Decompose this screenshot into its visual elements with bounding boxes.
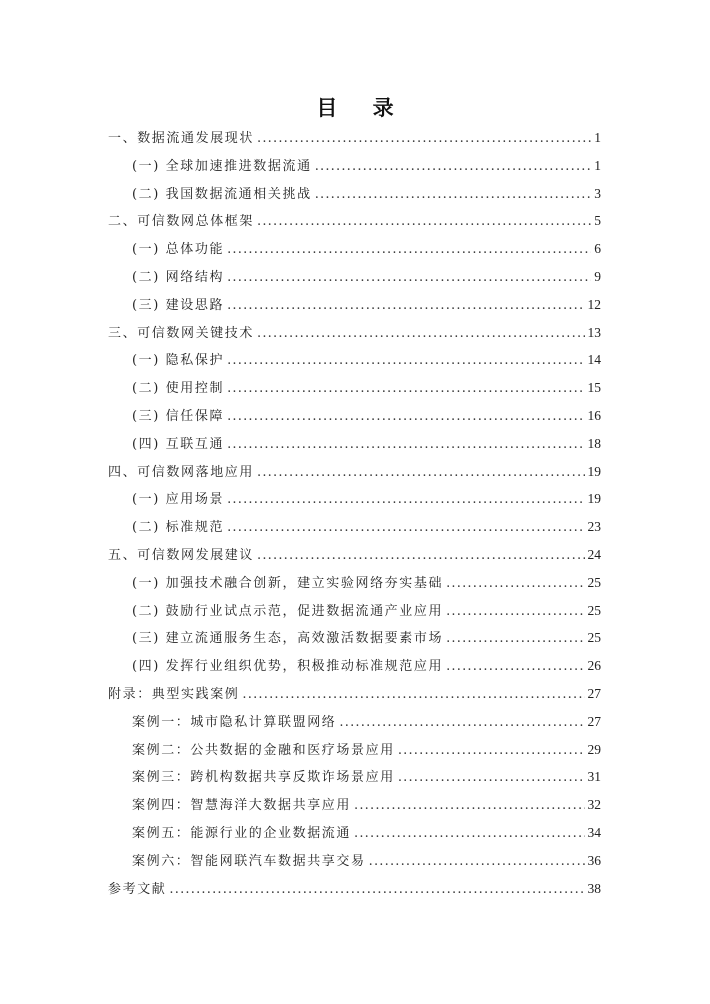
toc-entry[interactable] [108, 569, 601, 597]
toc-leader-dots [227, 347, 584, 375]
toc-entry[interactable] [108, 207, 601, 235]
toc-leader-dots [446, 598, 584, 626]
toc-page-number: 34 [587, 824, 601, 840]
toc-page-number: 13 [587, 324, 601, 340]
toc-entry[interactable] [108, 319, 601, 347]
toc-entry-label: (二) 鼓励行业试点示范，促进数据流通产业应用 [132, 603, 444, 619]
toc-entry-label: 案例五：能源行业的企业数据流通 [132, 825, 352, 841]
toc-leader-dots [227, 292, 584, 320]
toc-page-number: 12 [587, 296, 601, 312]
toc-page-number: 25 [587, 602, 601, 618]
toc-leader-dots [446, 625, 584, 653]
toc-entry-label: (三) 建立流通服务生态，高效激活数据要素市场 [132, 631, 444, 647]
toc-entry[interactable] [108, 152, 601, 180]
toc-leader-dots [242, 681, 584, 709]
toc-leader-dots [398, 737, 585, 765]
toc-entry[interactable] [108, 763, 601, 791]
toc-leader-dots [227, 264, 591, 292]
toc-entry-label: 参考文献 [108, 881, 167, 897]
toc-page-number: 31 [587, 769, 601, 785]
toc-entry-label: 四、可信数网落地应用 [108, 464, 255, 480]
toc-entry[interactable] [108, 124, 601, 152]
toc-leader-dots [354, 820, 584, 848]
toc-page-number: 1 [594, 130, 601, 145]
toc-entry-label: 二、可信数网总体框架 [108, 214, 255, 230]
toc-leader-dots [315, 153, 592, 181]
toc-leader-dots [257, 320, 584, 348]
toc-page-number: 15 [587, 380, 601, 396]
toc-entry-label: 一、数据流通发展现状 [108, 131, 255, 146]
toc-entry-label: (三) 建设思路 [132, 297, 225, 313]
toc-entry-label: (二) 网络结构 [132, 269, 225, 285]
toc-entry-label: 五、可信数网发展建议 [108, 547, 255, 563]
toc-leader-dots [446, 653, 584, 681]
toc-page-number: 5 [594, 213, 601, 229]
toc-leader-dots [227, 486, 584, 514]
toc-entry-label: (二) 标准规范 [132, 520, 225, 536]
toc-entry[interactable] [108, 541, 601, 569]
toc-page-number: 27 [587, 713, 601, 729]
toc-leader-dots [398, 764, 585, 792]
toc-page-number: 16 [587, 407, 601, 423]
toc-entry[interactable] [108, 263, 601, 291]
toc-page-number: 1 [594, 157, 601, 173]
toc-entry-label: 附录：典型实践案例 [108, 686, 240, 702]
toc-page-number: 3 [594, 185, 601, 201]
toc-page-number: 9 [594, 268, 601, 284]
toc-page-number: 26 [587, 658, 601, 674]
toc-leader-dots [315, 181, 592, 209]
toc-leader-dots [257, 208, 591, 236]
toc-leader-dots [257, 125, 591, 153]
toc-entry[interactable] [108, 458, 601, 486]
toc-entry[interactable] [108, 624, 601, 652]
toc-page-number: 19 [587, 463, 601, 479]
toc-page-number: 32 [587, 797, 601, 813]
toc-entry[interactable] [108, 346, 601, 374]
toc-entry[interactable] [108, 291, 601, 319]
toc-leader-dots [227, 431, 584, 459]
toc-entry[interactable] [108, 847, 601, 875]
toc-entry-label: (一) 隐私保护 [132, 353, 225, 369]
toc-entry[interactable] [108, 736, 601, 764]
toc-entry-label: (一) 全球加速推进数据流通 [132, 158, 312, 174]
table-of-contents [108, 124, 601, 902]
toc-leader-dots [227, 514, 584, 542]
toc-entry-label: (一) 加强技术融合创新，建立实验网络夯实基础 [132, 575, 444, 591]
toc-entry-label: (二) 使用控制 [132, 381, 225, 397]
toc-entry-label: 三、可信数网关键技术 [108, 325, 255, 341]
toc-entry[interactable] [108, 652, 601, 680]
toc-page-number: 27 [587, 685, 601, 701]
toc-entry[interactable] [108, 485, 601, 513]
toc-entry[interactable] [108, 875, 601, 903]
toc-page-number: 6 [594, 241, 601, 257]
toc-page-number: 38 [587, 880, 601, 896]
toc-page-number: 19 [587, 491, 601, 507]
toc-entry[interactable] [108, 819, 601, 847]
toc-entry-label: (一) 应用场景 [132, 492, 225, 508]
toc-entry-label: 案例二：公共数据的金融和医疗场景应用 [132, 742, 395, 758]
toc-page-number: 25 [587, 574, 601, 590]
toc-page-number: 24 [587, 546, 601, 562]
toc-leader-dots [339, 709, 584, 737]
toc-entry-label: 案例一：城市隐私计算联盟网络 [132, 714, 337, 730]
toc-entry[interactable] [108, 430, 601, 458]
toc-entry-label: (三) 信任保障 [132, 408, 225, 424]
toc-leader-dots [227, 403, 584, 431]
page-title: 目 录 [316, 96, 408, 120]
toc-leader-dots [227, 375, 584, 403]
toc-leader-dots [354, 792, 584, 820]
toc-entry-label: 案例四：智慧海洋大数据共享应用 [132, 798, 352, 814]
toc-entry[interactable] [108, 180, 601, 208]
toc-entry[interactable] [108, 597, 601, 625]
toc-entry-label: 案例六：智能网联汽车数据共享交易 [132, 853, 366, 869]
toc-page-number: 29 [587, 741, 601, 757]
toc-page-number: 23 [587, 519, 601, 535]
toc-leader-dots [446, 570, 584, 598]
toc-entry-label: (四) 互联互通 [132, 436, 225, 452]
toc-leader-dots [227, 236, 591, 264]
toc-entry-label: (一) 总体功能 [132, 242, 225, 258]
toc-entry[interactable] [108, 235, 601, 263]
toc-entry-label: (四) 发挥行业组织优势，积极推动标准规范应用 [132, 659, 444, 675]
toc-entry[interactable] [108, 513, 601, 541]
toc-entry[interactable] [108, 374, 601, 402]
toc-entry[interactable] [108, 402, 601, 430]
toc-leader-dots [257, 459, 584, 487]
toc-page-number: 18 [587, 435, 601, 451]
toc-entry-label: (二) 我国数据流通相关挑战 [132, 186, 312, 202]
toc-leader-dots [369, 848, 585, 876]
toc-page-number: 25 [587, 630, 601, 646]
toc-page-number: 36 [587, 852, 601, 868]
toc-leader-dots [257, 542, 584, 570]
toc-page-number: 14 [587, 352, 601, 368]
toc-leader-dots [169, 876, 584, 904]
toc-entry-label: 案例三：跨机构数据共享反欺诈场景应用 [132, 770, 395, 786]
toc-entry[interactable] [108, 680, 601, 708]
toc-entry[interactable] [108, 708, 601, 736]
toc-entry[interactable] [108, 791, 601, 819]
